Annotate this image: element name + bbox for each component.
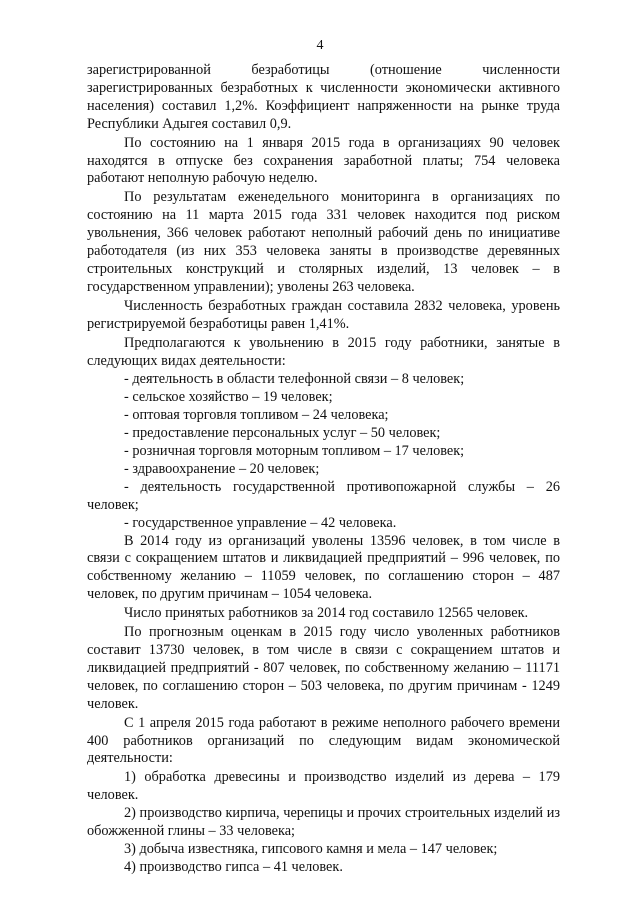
- list-item: - деятельность государственной противопожарной службы – 26 человек;: [87, 478, 560, 513]
- paragraph: В 2014 году из организаций уволены 13596 человек, в том числе в связи с сокращением штатов и ликвидацией предприятий – 996 человек, по собственному желанию – 11059 человек, по соглашению сторон – 487 человек, по другим причинам – 1054 человека.: [87, 532, 560, 603]
- list-item: - предоставление персональных услуг – 50 человек;: [124, 425, 441, 442]
- list-item: - сельское хозяйство – 19 человек;: [124, 389, 333, 406]
- paragraph: С 1 апреля 2015 года работают в режиме неполного рабочего времени 400 работников организаций по следующим видам экономической деятельности:: [87, 714, 560, 767]
- list-item: - здравоохранение – 20 человек;: [124, 460, 320, 477]
- paragraph: Предполагаются к увольнению в 2015 году работники, занятые в следующих видах деятельности:: [87, 334, 560, 369]
- paragraph: По прогнозным оценкам в 2015 году число уволенных работников составит 13730 человек, в том числе в связи с сокращением штатов и ликвидацией предприятий - 807 человек, по собственному желанию – 11171 человек, по соглашению сторон – 503 человека, по другим причинам - 1249 человек.: [87, 624, 560, 712]
- list-item: 3) добыча известняка, гипсового камня и мела – 147 человек;: [124, 840, 498, 857]
- dismissal-list: [87, 371, 560, 532]
- paragraph: По состоянию на 1 января 2015 года в организациях 90 человек находятся в отпуске без сохранения заработной платы; 754 человека работают неполную рабочую неделю.: [87, 134, 560, 187]
- paragraph: Численность безработных граждан составила 2832 человека, уровень регистрируемой безработицы равен 1,41%.: [87, 297, 560, 332]
- paragraph: Число принятых работников за 2014 год составило 12565 человек.: [124, 605, 529, 622]
- list-item: - государственное управление – 42 человека.: [124, 514, 397, 531]
- paragraph: По результатам еженедельного мониторинга в организациях по состоянию на 11 марта 2015 года 331 человек находится под риском увольнения, 366 человек работают неполный рабочий день по инициативе работодателя (из них 353 человека заняты в производстве деревянных строительных конструкций и столярных изделий, 13 человек – в государственном управлении); уволены 263 человека.: [87, 189, 560, 295]
- list-item: - оптовая торговля топливом – 24 человека;: [124, 407, 389, 424]
- list-item: 1) обработка древесины и производство изделий из дерева – 179 человек.: [87, 769, 560, 804]
- activity-list: [87, 769, 560, 876]
- document-body: [87, 62, 560, 877]
- page-number: 4: [316, 38, 324, 53]
- list-item: 4) производство гипса – 41 человек.: [124, 858, 343, 875]
- list-item: 2) производство кирпича, черепицы и прочих строительных изделий из обожженной глины – 33 человека;: [87, 805, 560, 840]
- list-item: - розничная торговля моторным топливом – 17 человек;: [124, 443, 465, 460]
- paragraph: зарегистрированной безработицы (отношение численности зарегистрированных безработных к численности экономически активного населения) составил 1,2%. Коэффициент напряженности на рынке труда Республики Адыгея составил 0,9.: [87, 62, 560, 132]
- list-item: - деятельность в области телефонной связи – 8 человек;: [124, 371, 465, 388]
